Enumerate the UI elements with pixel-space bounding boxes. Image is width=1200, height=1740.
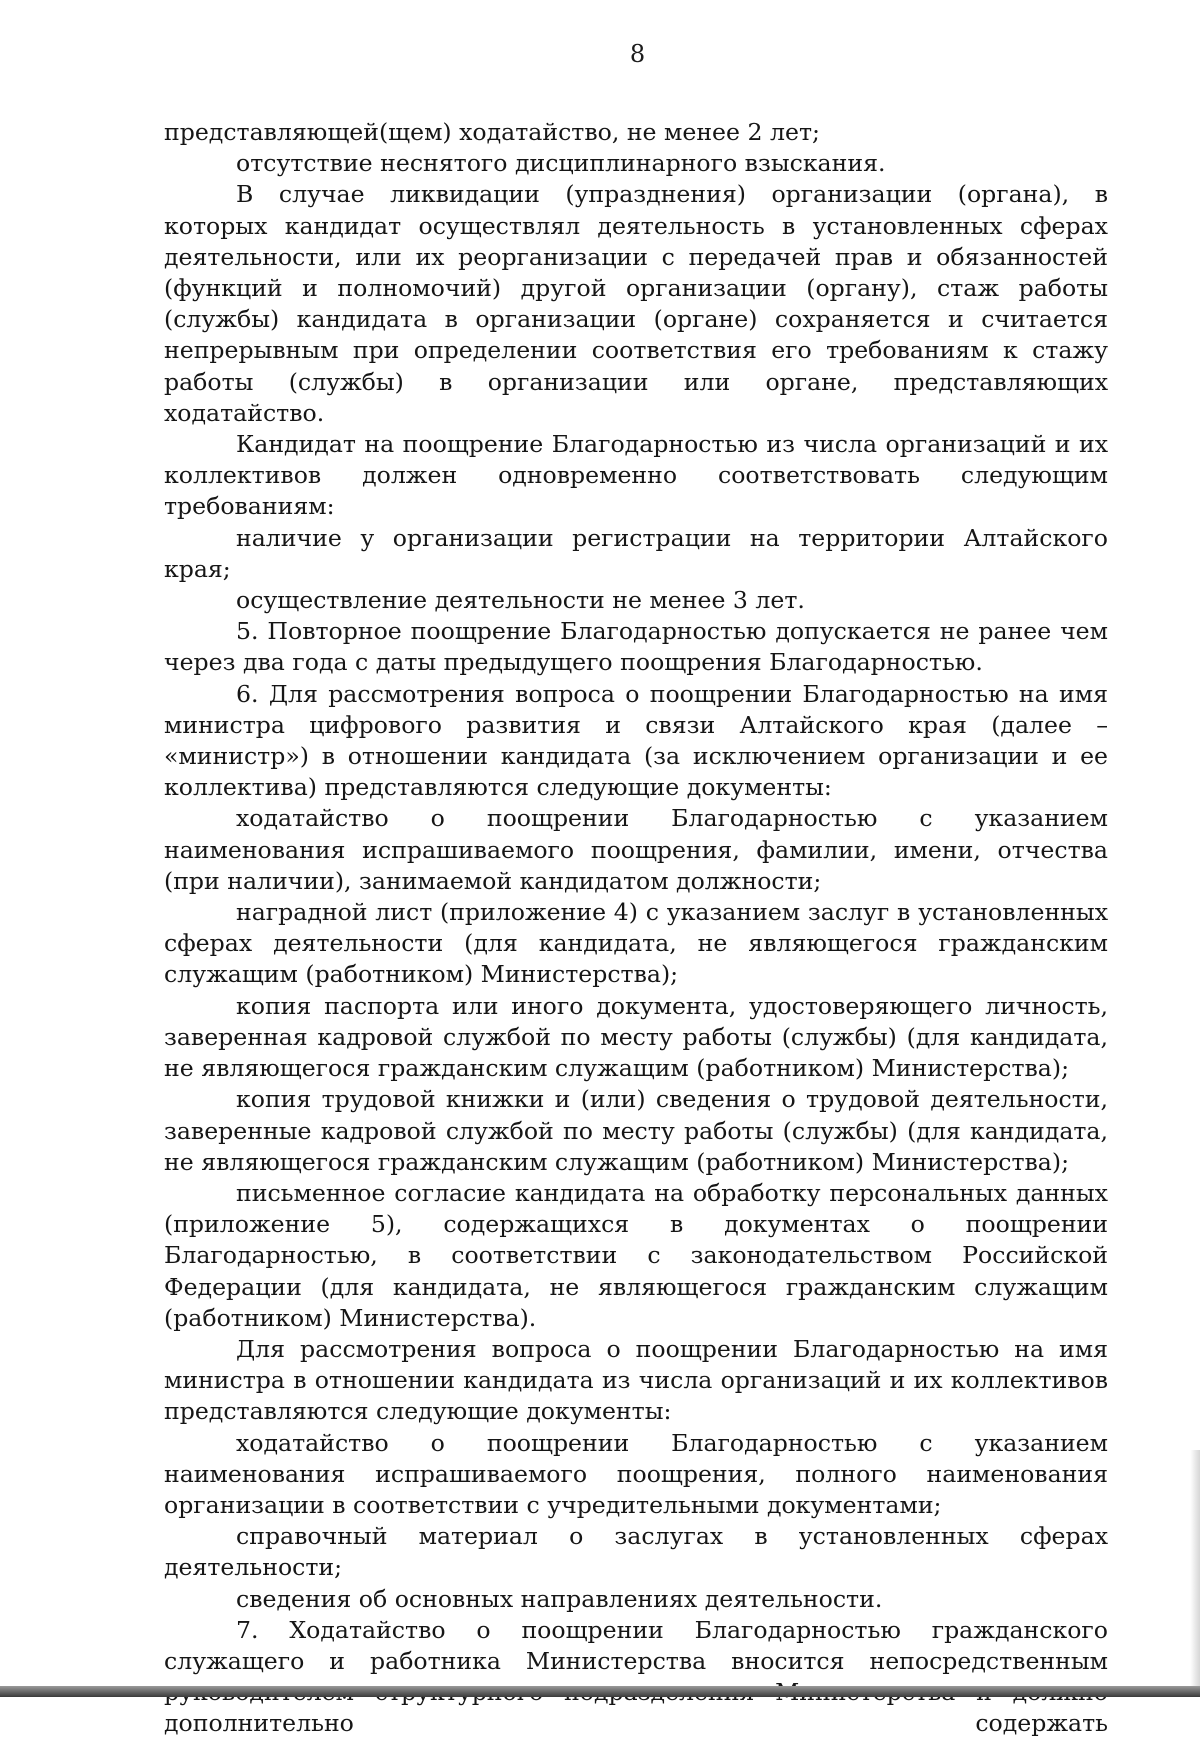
paragraph: В случае ликвидации (упразднения) организации (органа), в которых кандидат осуществлял деятельность в установленных сферах деятельности, или их реорганизации с передачей прав и обязанностей (функций и полномочий) другой организации (органу), стаж работы (службы) кандидата в организации (органе) сохраняется и считается непрерывным при определении соответствия его требованиям к стажу работы (службы) в организации или органе, представляющих ходатайство. <box>164 180 1108 427</box>
paragraph: Для рассмотрения вопроса о поощрении Благодарностью на имя министра в отношении кандидата из числа организаций и их коллективов представляются следующие документы: <box>164 1334 1108 1426</box>
document-body <box>164 117 1108 1740</box>
paragraph: 5. Повторное поощрение Благодарностью допускается не ранее чем через два года с даты предыдущего поощрения Благодарностью. <box>164 617 1108 677</box>
page-number: 8 <box>629 40 646 68</box>
paragraph: справочный материал о заслугах в установленных сферах деятельности; <box>164 1522 1108 1582</box>
paragraph: отсутствие неснятого дисциплинарного взыскания. <box>236 149 886 178</box>
paragraph: ходатайство о поощрении Благодарностью с указанием наименования испрашиваемого поощрения, полного наименования организации в соответствии с учредительными документами; <box>164 1428 1108 1519</box>
paragraph: ходатайство о поощрении Благодарностью с указанием наименования испрашиваемого поощрения, фамилии, имени, отчества (при наличии), занимаемой кандидатом должности; <box>164 804 1108 895</box>
paragraph: наградной лист (приложение 4) с указанием заслуг в установленных сферах деятельности (для кандидата, не являющегося гражданским служащим (работником) Министерства); <box>164 898 1108 989</box>
paragraph: представляющей(щем) ходатайство, не менее 2 лет; <box>164 118 820 146</box>
paragraph: 7. Ходатайство о поощрении Благодарностью гражданского служащего и работника Министерства вносится непосредственным дополнительно содержать <box>164 1615 1108 1738</box>
paragraph: наличие у организации регистрации на территории Алтайского края; <box>164 523 1108 583</box>
page-edge-shadow <box>1190 1450 1200 1690</box>
paragraph: копия паспорта или иного документа, удостоверяющего личность, заверенная кадровой службой по месту работы (службы) (для кандидата, не являющегося гражданским служащим (работником) Министерства); <box>164 991 1108 1083</box>
paragraph: Кандидат на поощрение Благодарностью из числа организаций и их коллективов должен одновременно соответствовать следующим требованиям: <box>164 430 1108 521</box>
paragraph: письменное согласие кандидата на обработку персональных данных (приложение 5), содержащихся в документах о поощрении Благодарностью, в соответствии с законодательством Российской Федерации (для кандидата, не являющегося гражданским служащим (работником) Министерства). <box>164 1178 1108 1332</box>
paragraph: сведения об основных направлениях деятельности. <box>236 1584 883 1613</box>
paragraph: осуществление деятельности не менее 3 лет. <box>236 586 805 615</box>
page-bottom-edge <box>0 1686 1200 1697</box>
paragraph: копия трудовой книжки и (или) сведения о трудовой деятельности, заверенные кадровой службой по месту работы (службы) (для кандидата, не являющегося гражданским служащим (работником) Министерства); <box>164 1085 1108 1176</box>
paragraph: 6. Для рассмотрения вопроса о поощрении Благодарностью на имя министра цифрового развития и связи Алтайского края (далее – «министр») в отношении кандидата (за исключением организации и ее коллектива) представляются следующие документы: <box>164 679 1108 802</box>
